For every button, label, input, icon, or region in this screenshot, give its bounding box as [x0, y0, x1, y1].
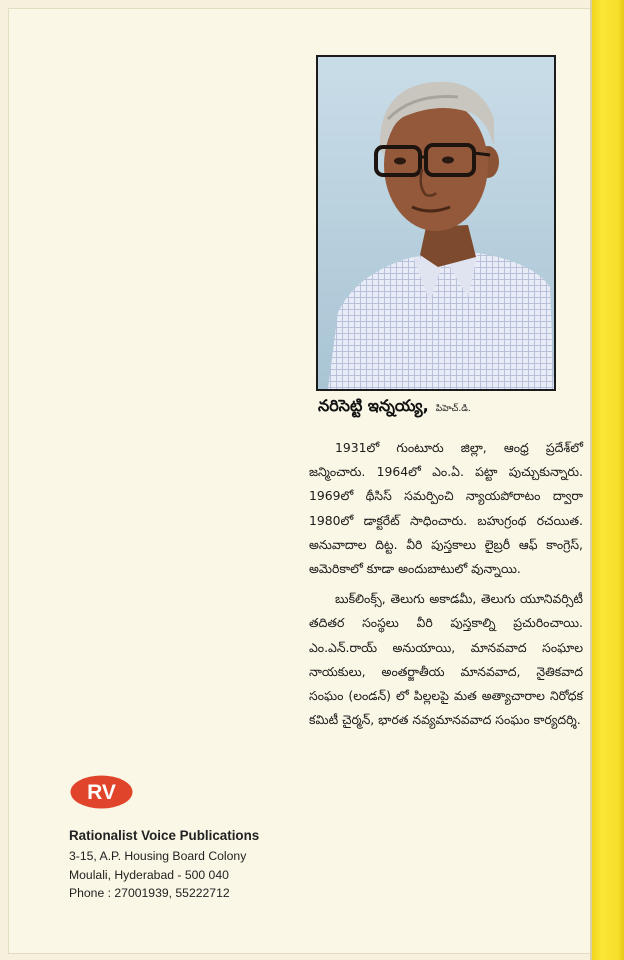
author-photo-frame	[316, 55, 556, 391]
publisher-address-2: Moulali, Hyderabad - 500 040	[69, 867, 229, 882]
publisher-phone: Phone : 27001939, 55222712	[69, 886, 230, 900]
bio-paragraph-1: 1931లో గుంటూరు జిల్లా, ఆంధ్ర ప్రదేశ్‌లో జన్మించారు. 1964లో ఎం.ఏ. పట్టా పుచ్చుకున్నారు. 1969లో థీసిస్ సమర్పించి న్యాయపోరాటం ద్వారా 1980లో డాక్టరేట్ సాధించారు. బహుగ్రంథ రచయిత. అనువాదాల దిట్ట. వీరి పుస్తకాలు లైబ్రరీ ఆఫ్ కాంగ్రెస్, అమెరికాలో కూడా అందుబాటులో వున్నాయి.	[309, 440, 583, 577]
publisher-name: Rationalist Voice Publications	[69, 828, 260, 843]
publisher-info	[69, 828, 289, 903]
author-degree: పిహెచ్.డి.	[435, 404, 471, 414]
author-name: నరిసెట్టి ఇన్నయ్య,	[318, 396, 429, 415]
publisher-address-1: 3-15, A.P. Housing Board Colony	[69, 849, 247, 863]
rv-logo-text: RV	[87, 781, 116, 804]
author-photo	[318, 57, 554, 389]
author-bio	[309, 436, 583, 732]
rv-logo	[70, 775, 133, 809]
book-spine	[592, 0, 624, 960]
author-caption	[318, 396, 578, 419]
bio-paragraph-2: బుక్‌లింక్స్, తెలుగు అకాడమీ, తెలుగు యూనివర్సిటీ తదితర సంస్థలు వీరి పుస్తకాల్ని ప్రచురించాయి. ఎం.ఎన్.రాయ్ అనుయాయి, మానవవాద సంఘాల నాయకులు, అంతర్జాతీయ మానవవాద, నైతికవాద సంఘం (లండన్) లో పిల్లలపై మత అత్యాచారాల నిరోధక కమిటీ చైర్మన్, భారత నవ్యమానవవాద సంఘం కార్యదర్శి.	[309, 591, 583, 728]
